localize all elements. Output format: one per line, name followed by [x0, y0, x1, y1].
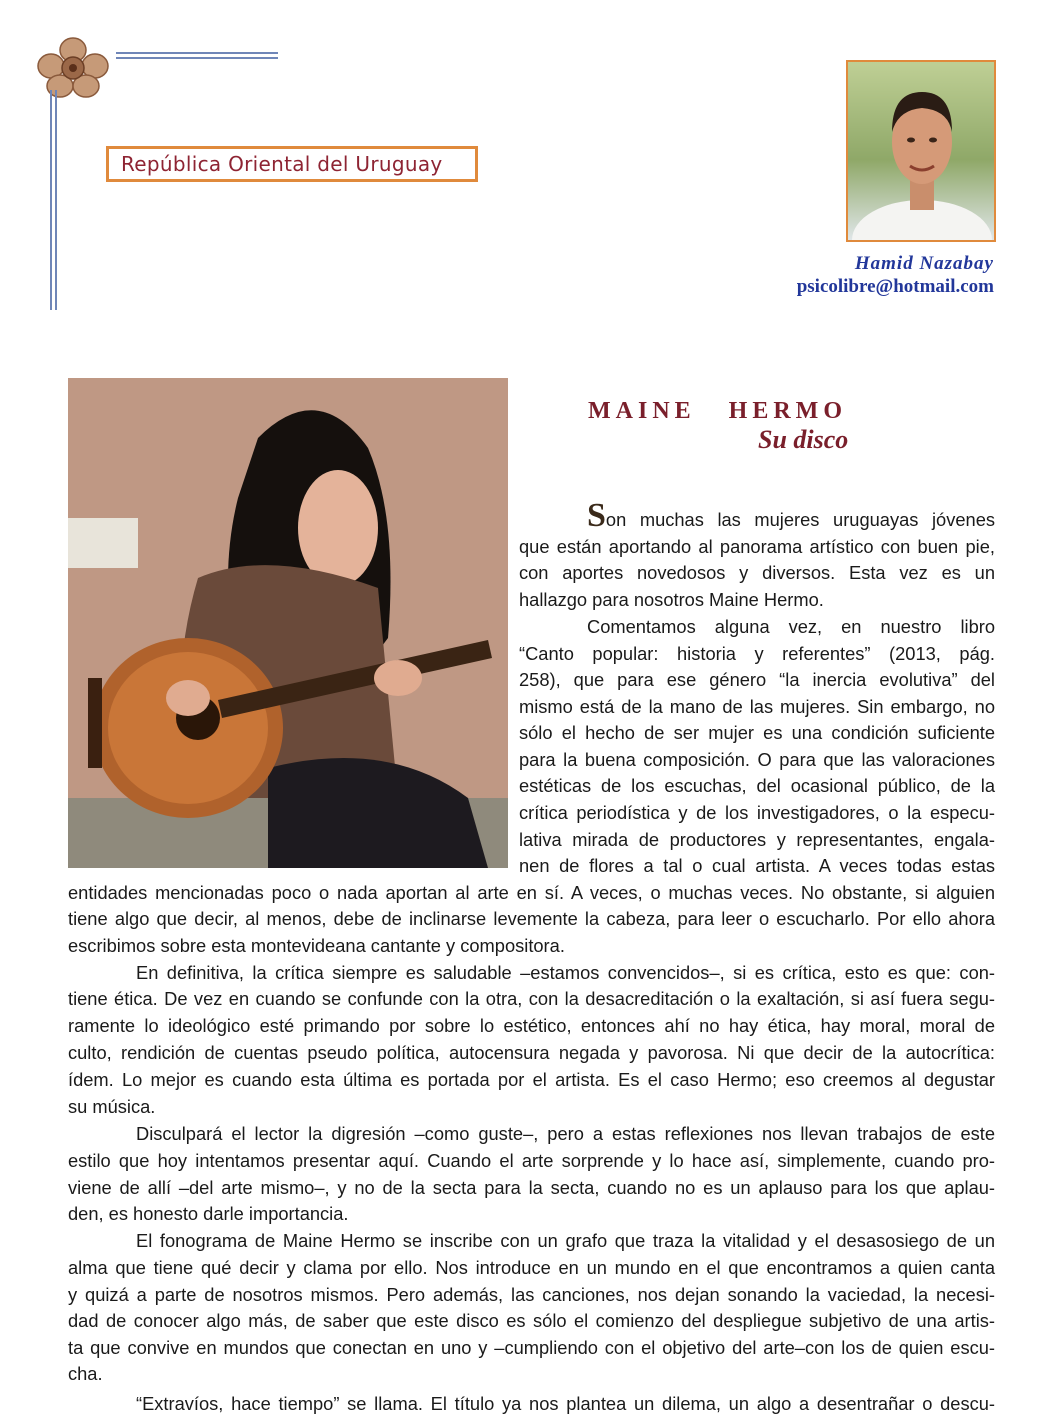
body-line: alma que tiene qué decir y clama por ello. Nos introduce en un mundo en el que encontramos a quien canta: [68, 1257, 995, 1278]
body-line: tiene ética. De vez en cuando se confunde con la otra, con la desacreditación o la exaltación, si así fuera segu-: [68, 988, 995, 1009]
body-line: para la buena composición. O para que las valoraciones: [519, 749, 995, 770]
body-line: dad de conocer algo más, de saber que este disco es sólo el comienzo del despliegue subjetivo de una artis-: [68, 1310, 995, 1331]
body-line: con aportes novedosos y diversos. Esta vez es un: [519, 562, 995, 583]
body-line: cha.: [68, 1363, 103, 1384]
body-line: hallazgo para nosotros Maine Hermo.: [519, 589, 824, 610]
body-line: “Canto popular: historia y referentes” (2013, pág.: [519, 643, 995, 664]
body-line: 258), que para ese género “la inercia evolutiva” del: [519, 669, 995, 690]
body-line: tiene algo que decir, al menos, debe de inclinarse levemente la cabeza, para leer o escucharlo. Por ello ahora: [68, 908, 995, 929]
body-line: ídem. Lo mejor es cuando esta última es portada por el artista. Es el caso Hermo; eso creemos al degustar: [68, 1069, 995, 1090]
body-line: entidades mencionadas poco o nada aportan al arte en sí. A veces, o muchas veces. No obstante, si alguien: [68, 882, 995, 903]
body-line: sólo el hecho de ser mujer es una condición suficiente: [519, 722, 995, 743]
body-line: escribimos sobre esta montevideana cantante y compositora.: [68, 935, 565, 956]
body-line: ramente lo ideológico esté primando por sobre lo estético, entonces ahí no hay ética, hay moral, moral de: [68, 1015, 995, 1036]
body-line: El fonograma de Maine Hermo se inscribe con un grafo que traza la vitalidad y el desasosiego de un: [136, 1230, 995, 1251]
drop-cap: S: [587, 497, 606, 534]
flower-ornament-icon: [36, 36, 110, 100]
body-line: su música.: [68, 1096, 156, 1117]
body-line: Disculpará el lector la digresión –como guste–, pero a estas reflexiones nos llevan trabajos de este: [136, 1123, 995, 1144]
body-line: estilo que hoy intentamos presentar aquí. Cuando el arte sorprende y lo hace así, simplemente, cuando pro-: [68, 1150, 995, 1171]
author-email[interactable]: psicolibre@hotmail.com: [796, 276, 994, 297]
body-line: estéticas de los escuchas, del ocasional público, de la: [519, 775, 995, 796]
body-line: nen de flores a tal o cual artista. A veces todas estas: [519, 855, 995, 876]
body-line: ta que convive en mundos que conectan en uno y –cumpliendo con el objetivo del arte–con los de quien escu-: [68, 1337, 995, 1358]
header-rule-top: [116, 52, 278, 54]
body-line: lativa mirada de productores y representantes, engala-: [519, 829, 995, 850]
body-line: Son muchas las mujeres uruguayas jóvenes: [587, 497, 995, 534]
body-line: “Extravíos, hace tiempo” se llama. El título ya nos plantea un dilema, un algo a desentrañar o descu-: [136, 1393, 995, 1414]
body-line: viene de allí –del arte mismo–, y no de la secta para la secta, cuando no es un aplauso para los que aplau-: [68, 1177, 995, 1198]
article-title: MAINE HERMO: [588, 398, 847, 424]
artist-photo: [68, 378, 508, 868]
margin-rule-right: [55, 90, 57, 310]
body-line: mismo está de la mano de las mujeres. Sin embargo, no: [519, 696, 995, 717]
author-photo: [846, 60, 996, 242]
body-line: que están aportando al panorama artístico con buen pie,: [519, 536, 995, 557]
body-line: En definitiva, la crítica siempre es saludable –estamos convencidos–, si es crítica, esto es que: con-: [136, 962, 995, 983]
author-name: Hamid Nazabay: [854, 253, 994, 274]
body-line: den, es honesto darle importancia.: [68, 1203, 349, 1224]
header-rule-bottom: [116, 57, 278, 59]
margin-rule-left: [50, 90, 52, 310]
article-subtitle: Su disco: [758, 425, 849, 454]
body-line: crítica periodística y de los investigadores, o la especu-: [519, 802, 995, 823]
body-line: y quizá a parte de nosotros mismos. Pero además, las canciones, nos dejan sonando la vaciedad, la necesi-: [68, 1284, 995, 1305]
body-line: culto, rendición de cuentas pseudo política, autocensura negada y pavorosa. Ni que decir de la autocrítica:: [68, 1042, 995, 1063]
body-line: Comentamos alguna vez, en nuestro libro: [587, 616, 995, 637]
country-label: República Oriental del Uruguay: [106, 146, 478, 182]
